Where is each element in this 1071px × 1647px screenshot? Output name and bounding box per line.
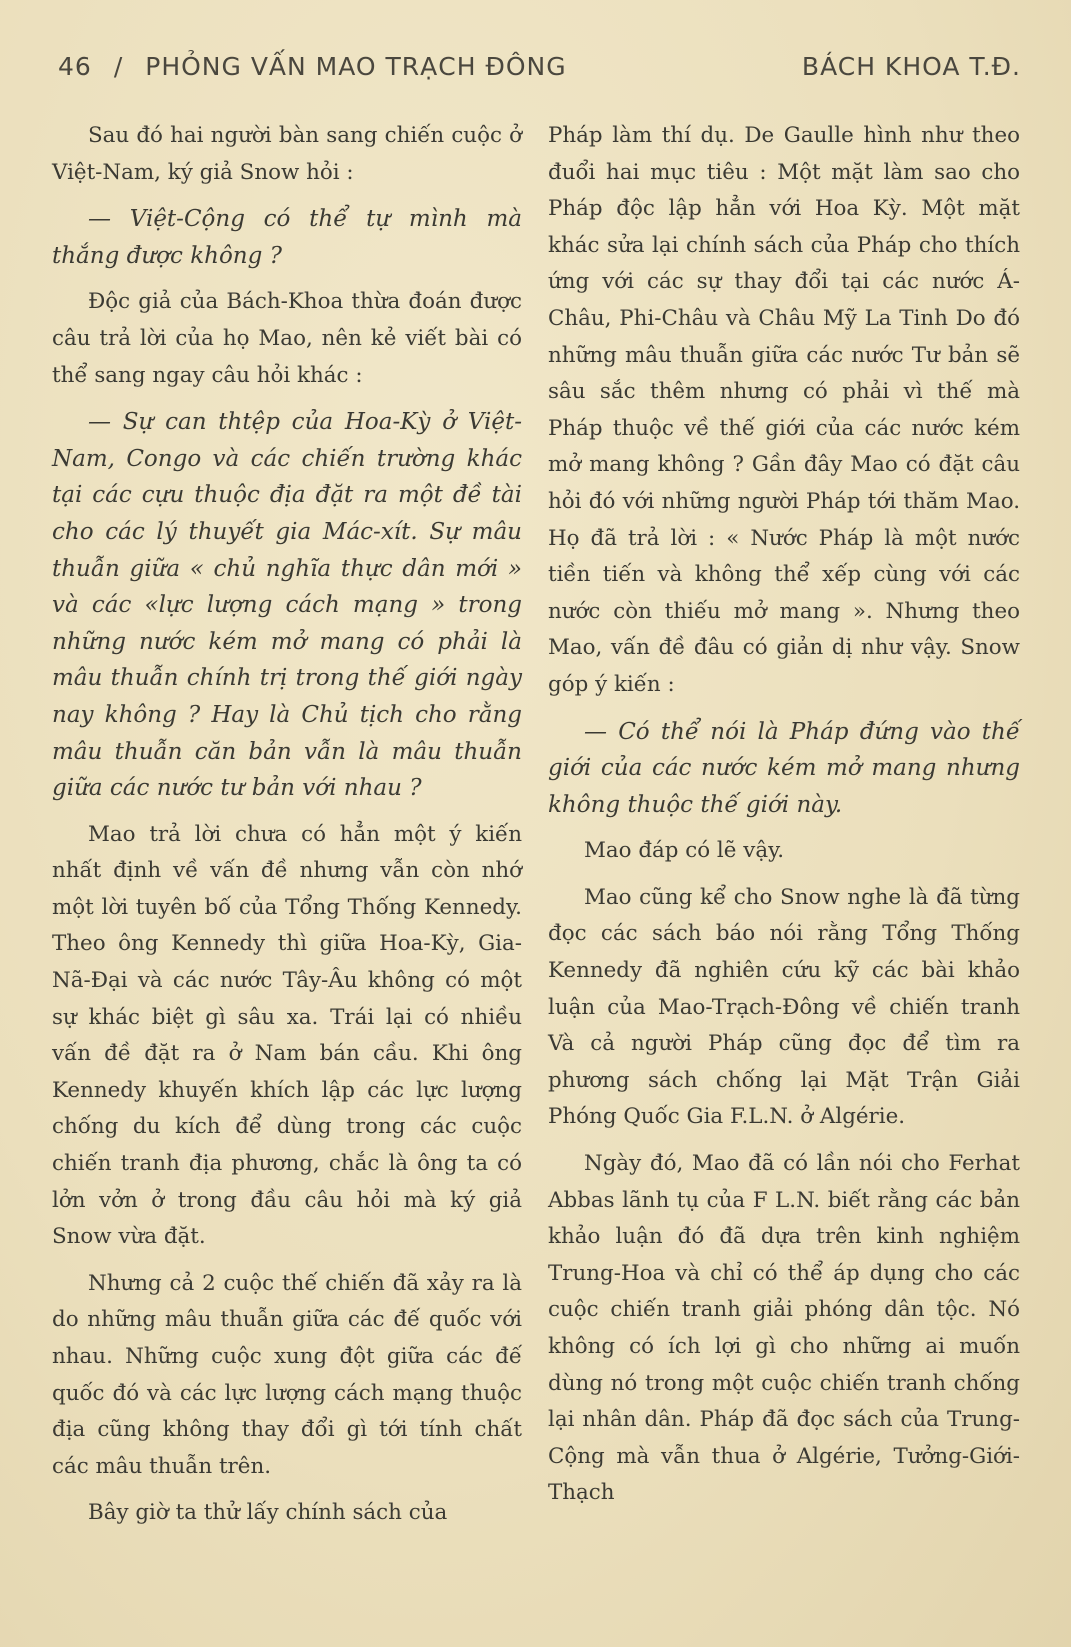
paragraph: Nhưng cả 2 cuộc thế chiến đã xảy ra là do những mâu thuẫn giữa các đế quốc với nhau. Những cuộc xung đột giữa các đế quốc đó và các lực lượng cách mạng thuộc địa cũng không thay đổi gì tới tính chất các mâu thuẫn trên. — [52, 1270, 522, 1479]
paragraph: Mao đáp có lẽ vậy. — [584, 838, 785, 864]
magazine-name: BÁCH KHOA T.Đ. — [801, 52, 1021, 81]
question-paragraph: — Việt-Cộng có thể tự mình mà thắng được không ? — [52, 206, 522, 269]
paragraph: Pháp làm thí dụ. De Gaulle hình như theo đuổi hai mục tiêu : Một mặt làm sao cho Pháp độc lập hẳn với Hoa Kỳ. Một mặt khác sửa lại chính sách của Pháp cho thích ứng với các sự thay đổi tại các nước Á-Châu, Phi-Châu và Châu Mỹ La Tinh Do đó những mâu thuẫn giữa các nước Tư bản sẽ sâu sắc thêm nhưng có phải vì thế mà Pháp thuộc về thế giới của các nước kém mở mang không ? Gần đây Mao có đặt câu hỏi đó với những người Pháp tới thăm Mao. Họ đã trả lời : « Nước Pháp là một nước tiền tiến và không thể xếp cùng với các nước còn thiếu mở mang ». Nhưng theo Mao, vấn đề đâu có giản dị như vậy. Snow góp ý kiến : — [548, 123, 1020, 697]
header-separator: / — [113, 52, 124, 81]
paragraph: Sau đó hai người bàn sang chiến cuộc ở Việt-Nam, ký giả Snow hỏi : — [52, 123, 522, 185]
page-header — [58, 52, 1021, 92]
paragraph: Mao trả lời chưa có hẳn một ý kiến nhất định về vấn đề nhưng vẫn còn nhớ một lời tuyên bố của Tổng Thống Kennedy. Theo ông Kennedy thì giữa Hoa-Kỳ, Gia-Nã-Đại và các nước Tây-Âu không có một sự khác biệt gì sâu xa. Trái lại có nhiều vấn đề đặt ra ở Nam bán cầu. Khi ông Kennedy khuyến khích lập các lực lượng chống du kích để dùng trong các cuộc chiến tranh địa phương, chắc là ông ta có lởn vởn ở trong đầu câu hỏi mà ký giả Snow vừa đặt. — [52, 821, 522, 1250]
paragraph: Ngày đó, Mao đã có lần nói cho Ferhat Abbas lãnh tụ của F L.N. biết rằng các bản khảo luận đó đã dựa trên kinh nghiệm Trung-Hoa và chỉ có thể áp dụng cho các cuộc chiến tranh giải phóng dân tộc. Nó không có ích lợi gì cho những ai muốn dùng nó trong một cuộc chiến tranh chống lại nhân dân. Pháp đã đọc sách của Trung-Cộng mà vẫn thua ở Algérie, Tưởng-Giới-Thạch — [548, 1151, 1020, 1506]
question-paragraph: — Sự can thtệp của Hoa-Kỳ ở Việt-Nam, Congo và các chiến trường khác tại các cựu thuộc địa đặt ra một đề tài cho các lý thuyết gia Mác-xít. Sự mâu thuẫn giữa « chủ nghĩa thực dân mới » và các «lực lượng cách mạng » trong những nước kém mở mang có phải là mâu thuẫn chính trị trong thế giới ngày nay không ? Hay là Chủ tịch cho rằng mâu thuẫn căn bản vẫn là mâu thuẫn giữa các nước tư bản với nhau ? — [52, 409, 522, 802]
paragraph: Mao cũng kể cho Snow nghe là đã từng đọc các sách báo nói rằng Tổng Thống Kennedy đã nghiên cứu kỹ các bài khảo luận của Mao-Trạch-Đông về chiến tranh Và cả người Pháp cũng đọc để tìm ra phương sách chống lại Mặt Trận Giải Phóng Quốc Gia F.L.N. ở Algérie. — [548, 884, 1020, 1130]
article-title: PHỎNG VẤN MAO TRẠCH ĐÔNG — [145, 52, 567, 81]
page-number: 46 — [58, 52, 92, 81]
paragraph: Bây giờ ta thử lấy chính sách của — [88, 1500, 448, 1526]
question-paragraph: — Có thể nói là Pháp đứng vào thế giới của các nước kém mở mang nhưng không thuộc thế giới này. — [548, 718, 1020, 818]
left-column — [52, 118, 522, 1542]
right-column — [548, 118, 1020, 1522]
paragraph: Độc giả của Bách-Khoa thừa đoán được câu trả lời của họ Mao, nên kẻ viết bài có thể sang ngay câu hỏi khác : — [52, 289, 522, 388]
